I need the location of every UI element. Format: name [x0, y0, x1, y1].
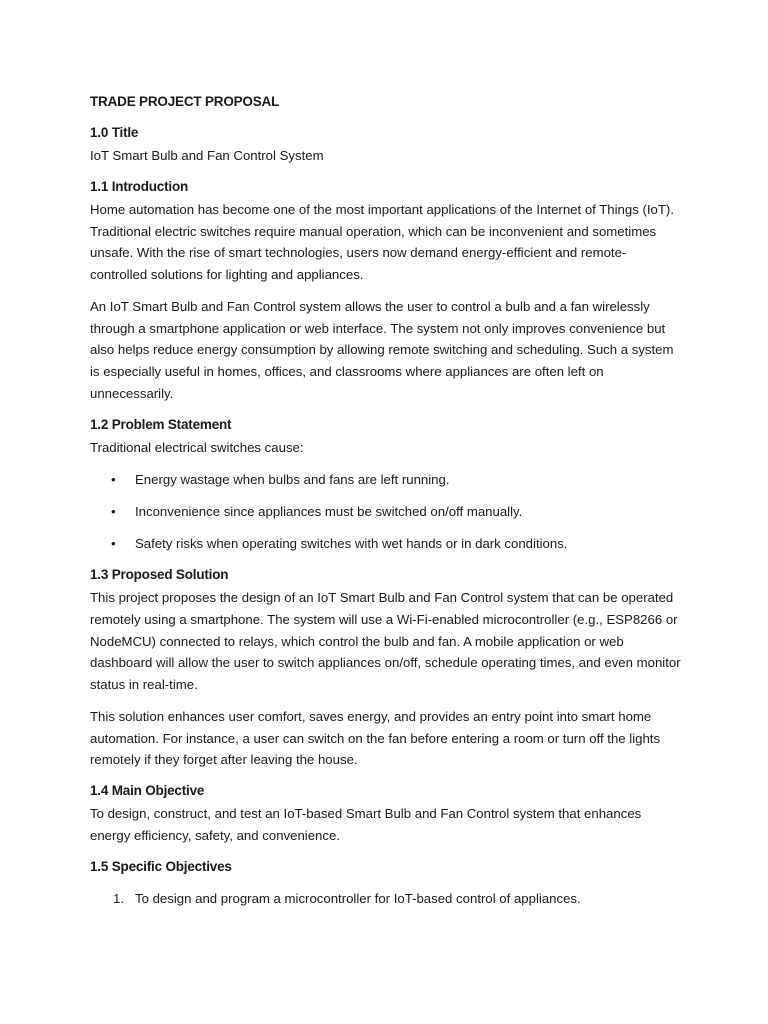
bullet-icon: • [111, 471, 116, 487]
section-proposed-solution [90, 565, 682, 770]
list-item [90, 469, 682, 491]
section-introduction [90, 177, 682, 404]
main-objective-heading: 1.4 Main Objective [90, 783, 205, 799]
specific-objectives-heading: 1.5 Specific Objectives [90, 859, 232, 875]
section-problem-statement [90, 415, 682, 555]
list-item [90, 533, 682, 555]
section-title-heading: 1.0 Title [90, 125, 139, 140]
bullet-icon: • [111, 504, 116, 520]
specific-objectives-list [90, 888, 682, 910]
main-objective-text: To design, construct, and test an IoT-based Smart Bulb and Fan Control system that enhances energy efficiency, safety, and convenience. [90, 806, 642, 843]
list-item-text: To design and program a microcontroller for IoT-based control of appliances. [135, 891, 581, 907]
list-item-text: Energy wastage when bulbs and fans are left running. [135, 471, 450, 487]
list-item-text: Safety risks when operating switches with wet hands or in dark conditions. [135, 536, 568, 552]
introduction-paragraph: Home automation has become one of the most important applications of the Internet of Things (IoT). Traditional electric switches require manual operation, which can be inconvenient and sometimes unsafe. With the rise of smart technologies, users now demand energy-efficient and remote-controlled solutions for lighting and appliances. [90, 202, 674, 282]
proposed-solution-paragraph: This solution enhances user comfort, saves energy, and provides an entry point into smart home automation. For instance, a user can switch on the fan before entering a room or turn off the lights remotely if they forget after leaving the house. [90, 709, 661, 768]
section-specific-objectives [90, 857, 682, 910]
document-page [90, 92, 682, 910]
problem-bullet-list [90, 469, 682, 555]
project-title-text: IoT Smart Bulb and Fan Control System [90, 148, 324, 163]
introduction-paragraph: An IoT Smart Bulb and Fan Control system allows the user to control a bulb and a fan wirelessly through a smartphone application or web interface. The system not only improves convenience but also helps reduce energy consumption by allowing remote switching and scheduling. Such a system is especially useful in homes, offices, and classrooms where appliances are often left on unnecessarily. [90, 299, 674, 401]
section-main-objective [90, 781, 682, 846]
list-item [90, 501, 682, 523]
list-item [90, 888, 682, 910]
problem-statement-intro: Traditional electrical switches cause: [90, 439, 304, 455]
proposed-solution-paragraph: This project proposes the design of an IoT Smart Bulb and Fan Control system that can be operated remotely using a smartphone. The system will use a Wi-Fi-enabled microcontroller (e.g., ESP8266 or NodeMCU) connected to relays, which control the bulb and fan. A mobile application or web dashboard will allow the user to switch appliances on/off, schedule operating times, and even monitor status in real-time. [90, 590, 681, 692]
bullet-icon: • [111, 536, 116, 552]
list-item-number: 1. [113, 891, 124, 907]
list-item-text: Inconvenience since appliances must be switched on/off manually. [135, 504, 523, 520]
problem-statement-heading: 1.2 Problem Statement [90, 416, 232, 432]
proposed-solution-heading: 1.3 Proposed Solution [90, 567, 229, 583]
introduction-heading: 1.1 Introduction [90, 179, 189, 195]
document-title: TRADE PROJECT PROPOSAL [90, 94, 280, 109]
section-title [90, 123, 682, 167]
